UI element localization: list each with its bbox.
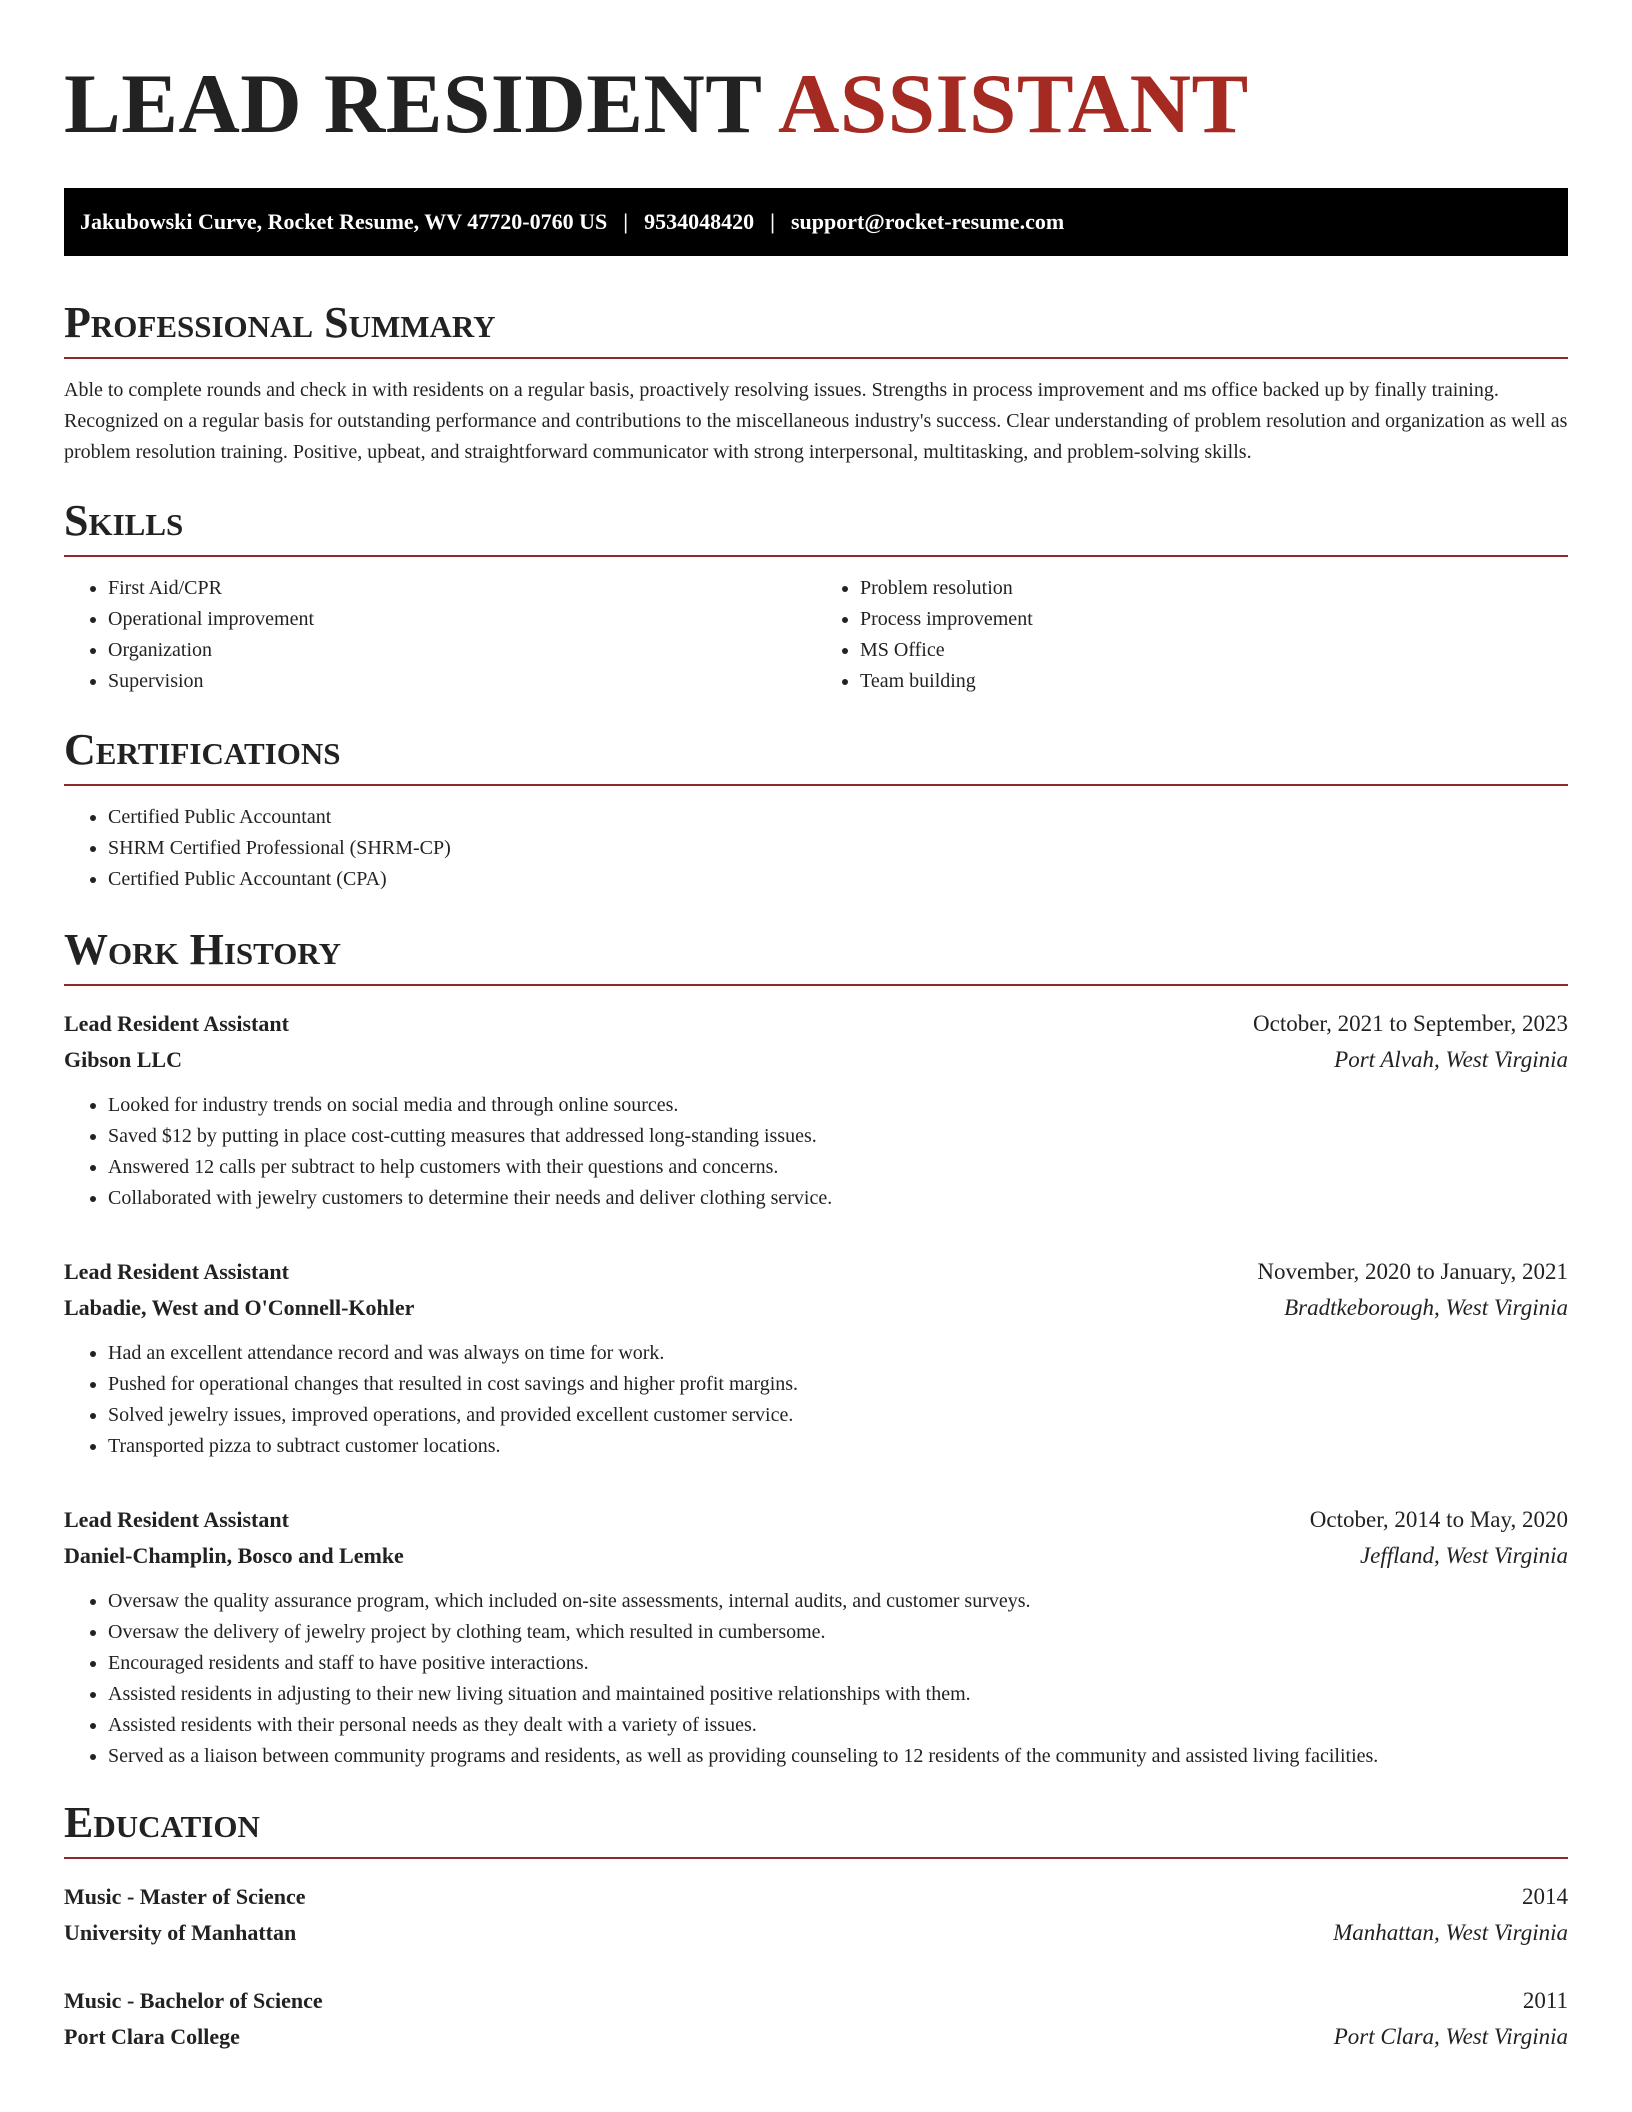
job-bullet: • Collaborated with jewelry customers to determine their needs and deliver clothing service. bbox=[108, 1183, 1568, 1214]
contact-separator: | bbox=[770, 209, 775, 234]
contact-address: Jakubowski Curve, Rocket Resume, WV 47720-0760 US bbox=[80, 209, 608, 234]
job-bullet: • Assisted residents with their personal needs as they dealt with a variety of issues. bbox=[108, 1710, 1568, 1741]
job-bullet: • Looked for industry trends on social media and through online sources. bbox=[108, 1090, 1568, 1121]
job-bullet: • Transported pizza to subtract customer locations. bbox=[108, 1431, 1568, 1462]
skill-item: • Process improvement bbox=[860, 604, 1568, 635]
education-location: Port Clara, West Virginia bbox=[1333, 2024, 1568, 2049]
skills-list-right bbox=[816, 573, 1568, 697]
job-company-row bbox=[64, 1538, 1568, 1574]
skill-item: • Team building bbox=[860, 666, 1568, 697]
job-company: Labadie, West and O'Connell-Kohler bbox=[64, 1295, 415, 1320]
job-dates: October, 2021 to September, 2023 bbox=[1253, 1011, 1568, 1036]
education-degree: Music - Master of Science bbox=[64, 1884, 306, 1909]
title-accent: ASSISTANT bbox=[778, 57, 1249, 151]
certifications-section bbox=[64, 725, 1568, 895]
job-bullets bbox=[64, 1090, 1568, 1214]
skills-list-left bbox=[64, 573, 816, 697]
job-location: Bradtkeborough, West Virginia bbox=[1284, 1295, 1568, 1320]
certification-item: • SHRM Certified Professional (SHRM-CP) bbox=[108, 833, 1568, 864]
certifications-heading: Certifications bbox=[64, 725, 1568, 786]
job-bullet: • Answered 12 calls per subtract to help customers with their questions and concerns. bbox=[108, 1152, 1568, 1183]
skill-item: • First Aid/CPR bbox=[108, 573, 816, 604]
job-bullet: • Encouraged residents and staff to have positive interactions. bbox=[108, 1648, 1568, 1679]
job-dates: November, 2020 to January, 2021 bbox=[1257, 1259, 1568, 1284]
education-entry bbox=[64, 1983, 1568, 2055]
summary-section bbox=[64, 298, 1568, 468]
skills-heading: Skills bbox=[64, 496, 1568, 557]
certifications-list bbox=[64, 802, 1568, 895]
job-location: Port Alvah, West Virginia bbox=[1334, 1047, 1568, 1072]
contact-email[interactable]: support@rocket-resume.com bbox=[790, 209, 1065, 234]
job-bullet: • Assisted residents in adjusting to their new living situation and maintained positive relationships with them. bbox=[108, 1679, 1568, 1710]
certification-item: • Certified Public Accountant bbox=[108, 802, 1568, 833]
skill-item: • MS Office bbox=[860, 635, 1568, 666]
job-entry bbox=[64, 1254, 1568, 1462]
skill-item: • Problem resolution bbox=[860, 573, 1568, 604]
skill-item: • Organization bbox=[108, 635, 816, 666]
job-title-row bbox=[64, 1006, 1568, 1042]
education-degree-row bbox=[64, 1879, 1568, 1915]
job-title: Lead Resident Assistant bbox=[64, 1507, 289, 1532]
education-degree: Music - Bachelor of Science bbox=[64, 1988, 323, 2013]
resume-title bbox=[64, 57, 1568, 151]
work-history-heading: Work History bbox=[64, 925, 1568, 986]
skills-grid bbox=[64, 573, 1568, 697]
job-title: Lead Resident Assistant bbox=[64, 1011, 289, 1036]
job-entry bbox=[64, 1502, 1568, 1772]
education-year: 2011 bbox=[1522, 1988, 1568, 2013]
title-main: LEAD RESIDENT bbox=[64, 57, 761, 151]
job-bullet: • Oversaw the delivery of jewelry project by clothing team, which resulted in cumbersome. bbox=[108, 1617, 1568, 1648]
job-dates: October, 2014 to May, 2020 bbox=[1309, 1507, 1568, 1532]
job-entry bbox=[64, 1006, 1568, 1214]
job-bullets bbox=[64, 1586, 1568, 1772]
job-title: Lead Resident Assistant bbox=[64, 1259, 289, 1284]
job-company: Daniel-Champlin, Bosco and Lemke bbox=[64, 1543, 404, 1568]
education-degree-row bbox=[64, 1983, 1568, 2019]
job-company-row bbox=[64, 1290, 1568, 1326]
job-bullet: • Served as a liaison between community programs and residents, as well as providing counseling to 12 residents of the community and assisted living facilities. bbox=[108, 1741, 1568, 1772]
job-bullet: • Saved $12 by putting in place cost-cutting measures that addressed long-standing issues. bbox=[108, 1121, 1568, 1152]
summary-text: Able to complete rounds and check in with residents on a regular basis, proactively resolving issues. Strengths in process improvement and ms office backed up by finally training. Recognized on a regular basis for outstanding performance and contributions to the miscellaneous industry's success. Clear understanding of problem resolution and organization as well as problem resolution training. Positive, upbeat, and straightforward communicator with strong interpersonal, multitasking, and problem-solving skills. bbox=[64, 379, 1568, 463]
contact-separator: | bbox=[623, 209, 629, 234]
education-heading: Education bbox=[64, 1798, 1568, 1859]
contact-bar bbox=[64, 188, 1568, 256]
education-entry bbox=[64, 1879, 1568, 1951]
job-company: Gibson LLC bbox=[64, 1047, 182, 1072]
job-bullet: • Oversaw the quality assurance program, which included on-site assessments, internal audits, and customer surveys. bbox=[108, 1586, 1568, 1617]
skill-item: • Supervision bbox=[108, 666, 816, 697]
skill-item: • Operational improvement bbox=[108, 604, 816, 635]
education-school: Port Clara College bbox=[64, 2024, 240, 2049]
job-title-row bbox=[64, 1254, 1568, 1290]
job-title-row bbox=[64, 1502, 1568, 1538]
work-history-section bbox=[64, 925, 1568, 1772]
job-bullet: • Solved jewelry issues, improved operations, and provided excellent customer service. bbox=[108, 1400, 1568, 1431]
summary-heading: Professional Summary bbox=[64, 298, 1568, 359]
education-school-row bbox=[64, 1915, 1568, 1951]
education-school: University of Manhattan bbox=[64, 1920, 297, 1945]
education-school-row bbox=[64, 2019, 1568, 2055]
education-year: 2014 bbox=[1522, 1884, 1568, 1909]
skills-section bbox=[64, 496, 1568, 697]
contact-phone: 9534048420 bbox=[644, 209, 755, 234]
job-company-row bbox=[64, 1042, 1568, 1078]
education-location: Manhattan, West Virginia bbox=[1333, 1920, 1568, 1945]
education-section bbox=[64, 1798, 1568, 2055]
job-location: Jeffland, West Virginia bbox=[1359, 1543, 1568, 1568]
job-bullet: • Pushed for operational changes that resulted in cost savings and higher profit margins. bbox=[108, 1369, 1568, 1400]
certification-item: • Certified Public Accountant (CPA) bbox=[108, 864, 1568, 895]
job-bullet: • Had an excellent attendance record and was always on time for work. bbox=[108, 1338, 1568, 1369]
job-bullets bbox=[64, 1338, 1568, 1462]
